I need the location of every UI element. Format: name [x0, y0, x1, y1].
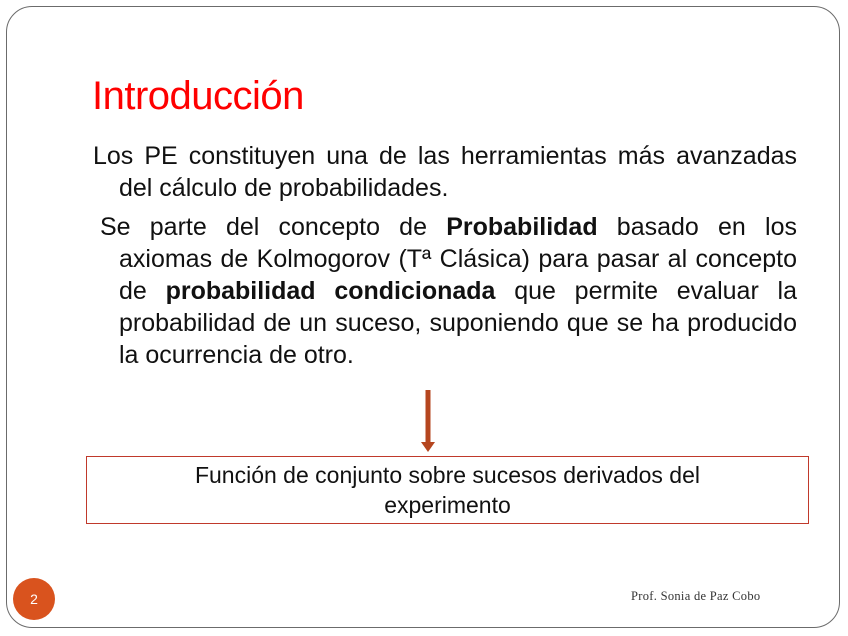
concept-text-2: basado en los axiomas de Kolmogorov (Tª Clásica) para pasar al concepto de	[119, 213, 797, 305]
concept-text-1: Se parte del concepto de	[100, 213, 447, 241]
definition-box: Función de conjunto sobre sucesos derivados del experimento	[86, 456, 809, 524]
intro-paragraph: Los PE constituyen una de las herramientas más avanzadas del cálculo de probabilidades.	[93, 142, 797, 202]
term-probabilidad-condicionada: probabilidad condicionada	[165, 277, 496, 305]
down-arrow-icon	[418, 390, 438, 452]
concept-paragraph	[100, 211, 797, 371]
concept-text-3: que permite evaluar la probabilidad de un suceso, suponiendo que se ha producido la ocurrencia de otro.	[119, 277, 797, 369]
slide-title: Introducción	[92, 74, 304, 118]
term-probabilidad: Probabilidad	[446, 213, 598, 241]
page-number-badge: 2	[13, 578, 55, 620]
author-footer: Prof. Sonia de Paz Cobo	[631, 589, 761, 603]
